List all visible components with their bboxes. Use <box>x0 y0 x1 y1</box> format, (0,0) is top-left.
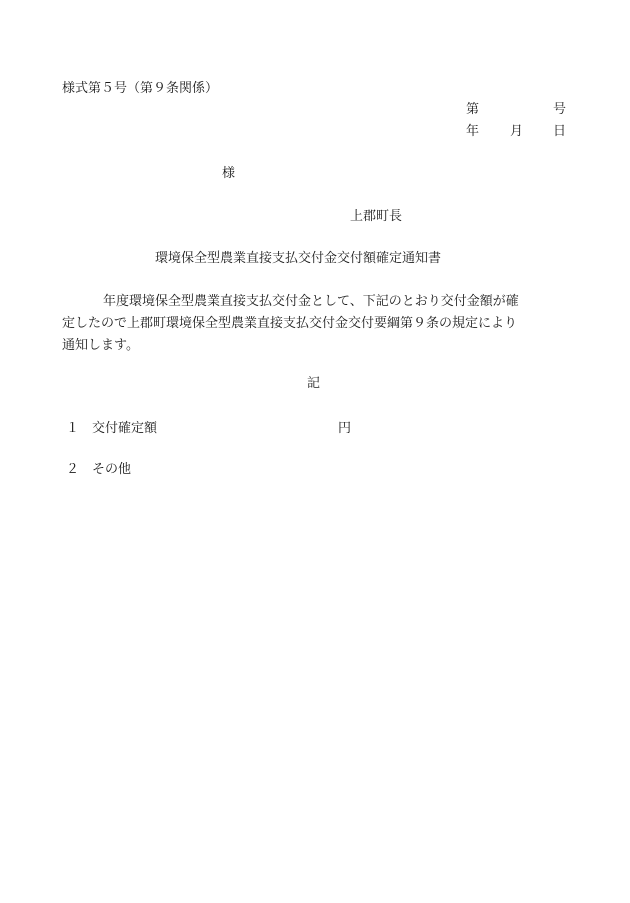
body-line: 定したので上郡町環境保全型農業直接支払交付金交付要綱第９条の規定により <box>62 316 518 331</box>
document-number-suffix: 号 <box>553 102 567 117</box>
body-line: 通知します。 <box>62 338 139 353</box>
item-label-other: その他 <box>92 462 132 477</box>
item-number: ２ <box>66 462 80 477</box>
date-year-label: 年 <box>466 124 480 139</box>
date-day-label: 日 <box>553 124 567 139</box>
issuer-name: 上郡町長 <box>350 209 403 224</box>
date-month-label: 月 <box>510 124 524 139</box>
document-number-prefix: 第 <box>466 102 480 117</box>
item-number: １ <box>66 421 80 436</box>
item-label-confirmed-amount: 交付確定額 <box>92 421 158 436</box>
item-unit-yen: 円 <box>338 421 352 436</box>
form-title: 様式第５号（第９条関係） <box>62 81 219 96</box>
addressee-honorific: 様 <box>222 166 236 181</box>
document-title: 環境保全型農業直接支払交付金交付額確定通知書 <box>155 251 442 266</box>
record-heading: 記 <box>307 376 321 391</box>
body-paragraph <box>62 291 572 357</box>
body-line: 年度環境保全型農業直接支払交付金として、下記のとおり交付金額が確 <box>103 294 519 309</box>
